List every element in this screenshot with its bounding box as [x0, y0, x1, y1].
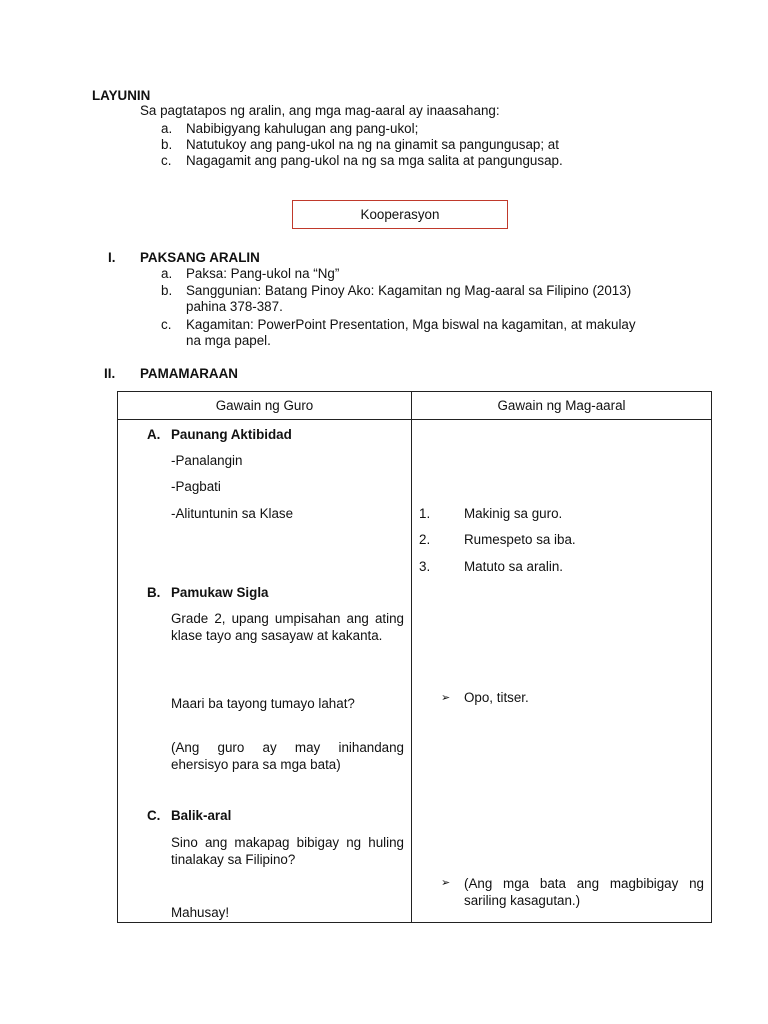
student-reply: (Ang mga bata ang magbibigay ng sariling kasagutan.): [464, 876, 704, 908]
part-b-paragraph: Grade 2, upang umpisahan ang ating klase tayo ang sasayaw at kakanta.: [171, 611, 404, 643]
procedure-table: [117, 391, 712, 923]
objectives-heading: LAYUNIN: [92, 88, 151, 103]
section2-numeral: II.: [104, 366, 116, 381]
part-c-question: Sino ang makapag bibigay ng huling tinalakay sa Filipino?: [171, 835, 404, 867]
topic-item-cont: pahina 378-387.: [186, 299, 283, 314]
topic-item: Paksa: Pang-ukol na “Ng”: [186, 266, 340, 281]
part-c-praise: Mahusay!: [171, 905, 230, 920]
student-reply: Opo, titser.: [464, 690, 529, 705]
objective-item: Nabibigyang kahulugan ang pang-ukol;: [186, 121, 419, 136]
student-item-marker: 3.: [419, 559, 431, 574]
value-box: [292, 200, 508, 229]
topic-item: Kagamitan: PowerPoint Presentation, Mga biswal na kagamitan, at makulay: [186, 317, 636, 332]
student-item: Matuto sa aralin.: [464, 559, 563, 574]
student-item: Rumespeto sa iba.: [464, 532, 576, 547]
section2-heading: PAMAMARAAN: [140, 366, 238, 381]
objective-item: Nagagamit ang pang-ukol na ng sa mga salita at pangungusap.: [186, 153, 563, 168]
objectives-intro: Sa pagtatapos ng aralin, ang mga mag-aaral ay inaasahang:: [140, 103, 500, 118]
topic-item: Sanggunian: Batang Pinoy Ako: Kagamitan ng Mag-aaral sa Filipino (2013): [186, 283, 632, 298]
objective-item: Natutukoy ang pang-ukol na ng na ginamit sa pangungusap; at: [186, 137, 559, 152]
objective-marker: c.: [161, 153, 172, 168]
topic-marker: b.: [161, 283, 173, 298]
objective-marker: b.: [161, 137, 173, 152]
topic-item-cont: na mga papel.: [186, 333, 271, 348]
part-a-marker: A.: [147, 427, 161, 442]
student-item: Makinig sa guro.: [464, 506, 563, 521]
part-c-marker: C.: [147, 808, 161, 823]
part-a-item: -Alituntunin sa Klase: [171, 506, 294, 521]
teacher-activity-cell: [118, 420, 412, 923]
student-activity-cell: [412, 420, 712, 923]
part-a-item: -Pagbati: [171, 479, 221, 494]
arrowhead-bullet-icon: ➢: [441, 877, 451, 889]
part-a-title: Paunang Aktibidad: [171, 427, 292, 442]
objective-marker: a.: [161, 121, 173, 136]
student-column-header: Gawain ng Mag-aaral: [412, 392, 712, 420]
part-b-title: Pamukaw Sigla: [171, 585, 269, 600]
part-b-marker: B.: [147, 585, 161, 600]
part-a-item: -Panalangin: [171, 453, 243, 468]
topic-marker: c.: [161, 317, 172, 332]
part-b-note: (Ang guro ay may inihandang ehersisyo para sa mga bata): [171, 740, 404, 772]
part-b-question: Maari ba tayong tumayo lahat?: [171, 696, 355, 711]
value-box-label: Kooperasyon: [360, 207, 440, 222]
section1-numeral: I.: [108, 250, 116, 265]
teacher-column-header: Gawain ng Guro: [118, 392, 412, 420]
student-item-marker: 1.: [419, 506, 431, 521]
part-c-title: Balik-aral: [171, 808, 232, 823]
student-item-marker: 2.: [419, 532, 431, 547]
topic-marker: a.: [161, 266, 173, 281]
section1-heading: PAKSANG ARALIN: [140, 250, 260, 265]
arrowhead-bullet-icon: ➢: [441, 692, 451, 704]
